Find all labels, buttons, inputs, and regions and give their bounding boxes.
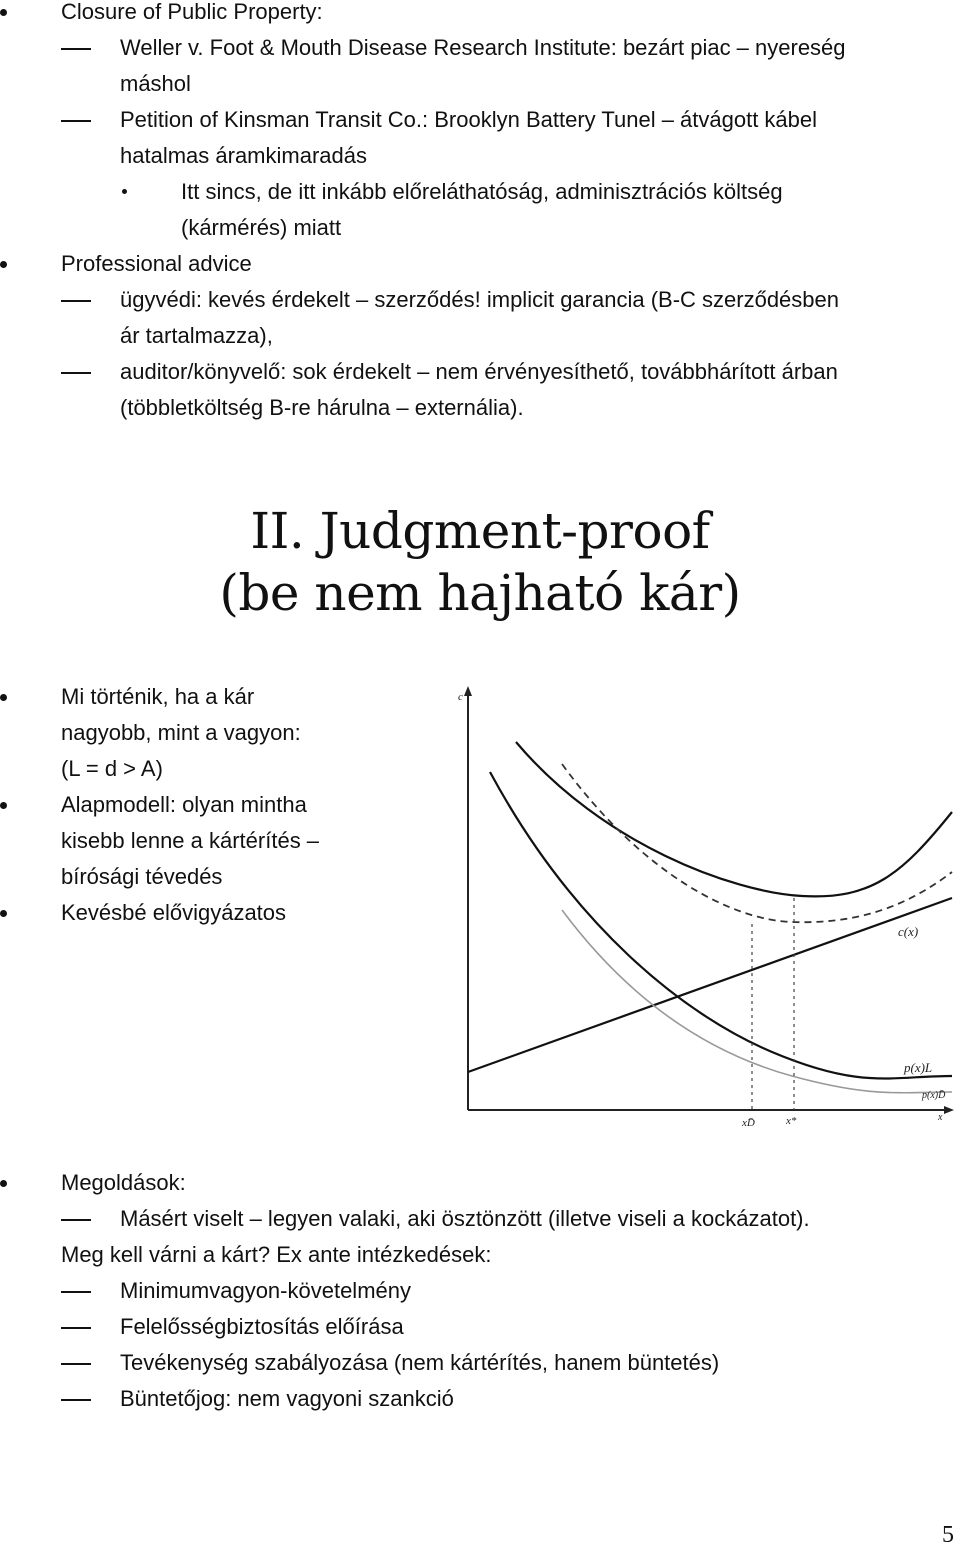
professional-heading: Professional advice	[61, 251, 252, 276]
bullet-icon	[0, 802, 7, 809]
list-item: Tevékenység szabályozása (nem kártérítés, hanem büntetés)	[120, 1350, 720, 1375]
x-axis-arrow-icon	[944, 1106, 954, 1114]
bullet-icon	[0, 910, 7, 917]
weller-line-2: máshol	[120, 71, 191, 96]
dash-icon	[61, 120, 91, 122]
cost-label: c(x)	[898, 924, 919, 939]
dash-icon	[61, 300, 91, 302]
wait-line: Meg kell várni a kárt? Ex ante intézkedések:	[61, 1242, 492, 1267]
dash-icon	[61, 48, 91, 50]
note-line-1: Itt sincs, de itt inkább előreláthatóság, adminisztrációs költség	[181, 179, 783, 204]
x-d-tick-label: xD̄	[742, 1117, 755, 1129]
y-axis-arrow-icon	[464, 686, 472, 696]
solutions-heading: Megoldások:	[61, 1170, 186, 1195]
dash-icon	[61, 1291, 91, 1293]
kinsman-line-1: Petition of Kinsman Transit Co.: Brooklyn Battery Tunel – átvágott kábel	[120, 107, 818, 132]
closure-heading: Closure of Public Property:	[61, 0, 323, 24]
bullet-icon	[0, 1180, 7, 1187]
question-line-1: Mi történik, ha a kár	[61, 684, 255, 709]
list-item: Felelősségbiztosítás előírása	[120, 1314, 404, 1339]
x-axis-label: x	[938, 1112, 943, 1123]
dash-icon	[61, 1363, 91, 1365]
bullet-icon	[0, 261, 7, 268]
section-subtitle: (be nem hajható kár)	[219, 564, 741, 622]
total-cost-curve	[516, 742, 952, 896]
note-line-2: (kármérés) miatt	[181, 215, 342, 240]
x-star-tick-label: x*	[786, 1115, 797, 1127]
dash-icon	[61, 1399, 91, 1401]
expected-damage-curve	[562, 910, 952, 1093]
pl-label: p(x)L	[904, 1060, 933, 1075]
pd-label: p(x)D̄	[922, 1090, 946, 1101]
careful-line: Kevésbé elővigyázatos	[61, 900, 287, 925]
model-line-2: kisebb lenne a kártérítés –	[61, 828, 320, 853]
dash-icon	[61, 372, 91, 374]
dash-icon	[61, 1327, 91, 1329]
section-title: II. Judgment-proof	[250, 502, 710, 560]
cost-curve-diagram	[452, 684, 960, 1132]
bullet-icon	[0, 9, 7, 16]
someone-bears-line: Másért viselt – legyen valaki, aki ösztönzött (illetve viseli a kockázatot).	[120, 1206, 810, 1231]
page-number: 5	[942, 1522, 954, 1548]
lawyer-line-1: ügyvédi: kevés érdekelt – szerződés! implicit garancia (B-C szerződésben	[120, 287, 839, 312]
list-item: Minimumvagyon-követelmény	[120, 1278, 411, 1303]
list-item: Büntetőjog: nem vagyoni szankció	[120, 1386, 454, 1411]
model-line-1: Alapmodell: olyan mintha	[61, 792, 307, 817]
model-line-3: bírósági tévedés	[61, 864, 223, 889]
cost-line	[468, 898, 952, 1072]
lawyer-line-2: ár tartalmazza),	[120, 323, 273, 348]
bullet-icon	[0, 694, 7, 701]
auditor-line-2: (többletköltség B-re hárulna – externália).	[120, 395, 524, 420]
kinsman-line-2: hatalmas áramkimaradás	[120, 143, 367, 168]
weller-line-1: Weller v. Foot & Mouth Disease Research Institute: bezárt piac – nyereség	[120, 35, 846, 60]
question-line-3: (L = d > A)	[61, 756, 163, 781]
y-axis-label: c	[458, 691, 463, 703]
expected-loss-curve	[490, 772, 952, 1079]
auditor-line-1: auditor/könyvelő: sok érdekelt – nem érvényesíthető, továbbhárított árban	[120, 359, 838, 384]
small-bullet-icon	[122, 189, 127, 194]
question-line-2: nagyobb, mint a vagyon:	[61, 720, 301, 745]
total-cost-curve-dashed	[562, 764, 952, 922]
dash-icon	[61, 1219, 91, 1221]
